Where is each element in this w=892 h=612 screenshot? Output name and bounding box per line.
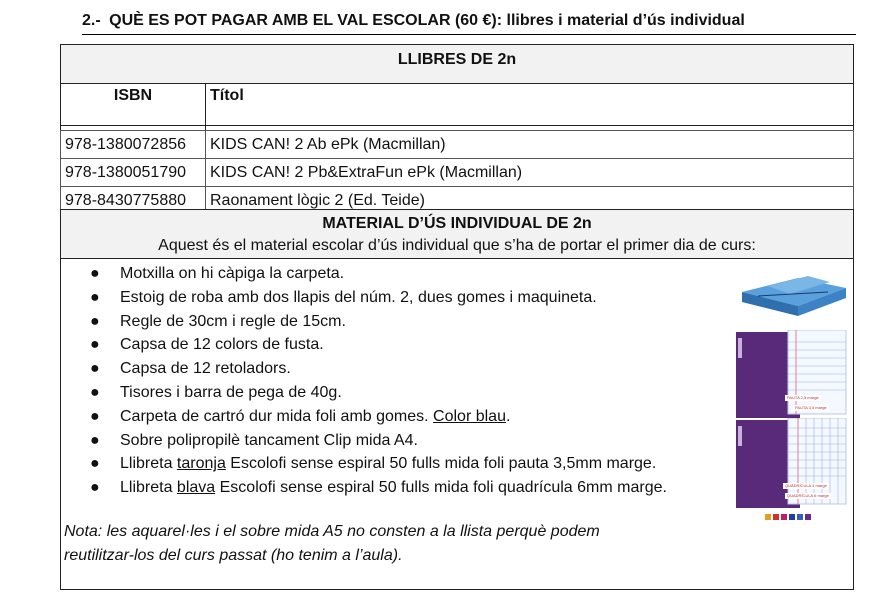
list-item: ● Capsa de 12 retoladors. — [60, 357, 667, 381]
books-title-text: LLIBRES DE 2n — [397, 51, 517, 68]
material-subtitle: Aquest és el material escolar d’ús individual que s’ha de portar el primer dia de curs: — [158, 237, 756, 254]
bullet-icon: ● — [90, 288, 100, 306]
underlined-text: Color blau — [433, 407, 506, 425]
material-list — [60, 262, 667, 500]
color-swatch — [773, 514, 779, 520]
books-title — [60, 44, 854, 84]
table-row — [61, 159, 854, 187]
bullet-icon: ● — [90, 383, 100, 401]
orange-notebook-icon — [736, 330, 848, 420]
isbn-column-header: ISBN — [61, 83, 206, 126]
notebook-label: PAUTA 3,5 marge — [795, 405, 827, 410]
underlined-text: taronja — [176, 455, 226, 473]
section-heading — [82, 10, 856, 35]
table-row — [61, 131, 854, 159]
list-item: ● Capsa de 12 colors de fusta. — [60, 333, 667, 357]
bullet-icon: ● — [90, 455, 100, 473]
color-swatch — [765, 514, 771, 520]
bullet-icon: ● — [90, 360, 100, 378]
section-number: 2.- — [82, 12, 101, 29]
note-line: Nota: les aquarel·les i el sobre mida A5 no consten a la llista perquè podem — [64, 523, 600, 540]
note — [64, 520, 600, 568]
bullet-icon: ● — [90, 407, 100, 425]
list-item: ● Tisores i barra de pega de 40g. — [60, 381, 667, 405]
notebook-label: QUADRÍCULA 4 marge — [785, 483, 827, 488]
isbn-cell: 978-8430775880 — [61, 187, 206, 215]
list-item: ● Sobre polipropilè tancament Clip mida A4. — [60, 429, 667, 453]
bullet-icon: ● — [90, 336, 100, 354]
list-item: ● Llibreta taronja Escolofi sense espiral 50 fulls mida foli pauta 3,5mm marge. — [60, 452, 667, 476]
color-swatch — [789, 514, 795, 520]
color-swatch — [805, 514, 811, 520]
title-cell: Raonament lògic 2 (Ed. Teide) — [206, 187, 854, 215]
bullet-icon: ● — [90, 265, 100, 282]
title-column-header: Títol — [206, 83, 854, 126]
notebook-label: PAUTA 2,5 marge — [787, 395, 819, 400]
color-swatch — [797, 514, 803, 520]
bullet-icon: ● — [90, 431, 100, 449]
list-item: ● Motxilla on hi càpiga la carpeta. — [60, 262, 667, 286]
isbn-cell: 978-1380051790 — [61, 159, 206, 187]
material-title-box — [60, 209, 854, 259]
color-swatch — [781, 514, 787, 520]
notebook-label: QUADRÍCULA 6 marge — [787, 493, 829, 498]
list-item: ● Estoig de roba amb dos llapis del núm. 2, dues gomes i maquineta. — [60, 286, 667, 310]
books-table — [60, 83, 854, 215]
list-item: ● Regle de 30cm i regle de 15cm. — [60, 310, 667, 334]
list-item: ● Carpeta de cartró dur mida foli amb gomes. Color blau. — [60, 405, 667, 429]
list-item: ● Llibreta blava Escolofi sense espiral 50 fulls mida foli quadrícula 6mm marge. — [60, 476, 667, 500]
color-swatches — [765, 514, 811, 520]
underlined-text: blava — [176, 479, 216, 497]
bullet-icon: ● — [90, 479, 100, 497]
isbn-cell: 978-1380072856 — [61, 131, 206, 159]
bullet-icon: ● — [90, 312, 100, 330]
title-cell: KIDS CAN! 2 Pb&ExtraFun ePk (Macmillan) — [206, 159, 854, 187]
note-line: reutilitzar-los del curs passat (ho tenim a l’aula). — [64, 547, 403, 564]
books-header-row — [61, 83, 854, 126]
blue-folder-icon — [738, 272, 848, 320]
material-title: MATERIAL D’ÚS INDIVIDUAL DE 2n — [322, 215, 592, 232]
title-cell: KIDS CAN! 2 Ab ePk (Macmillan) — [206, 131, 854, 159]
section-title: QUÈ ES POT PAGAR AMB EL VAL ESCOLAR (60 €): llibres i material d’ús individual — [109, 12, 745, 29]
